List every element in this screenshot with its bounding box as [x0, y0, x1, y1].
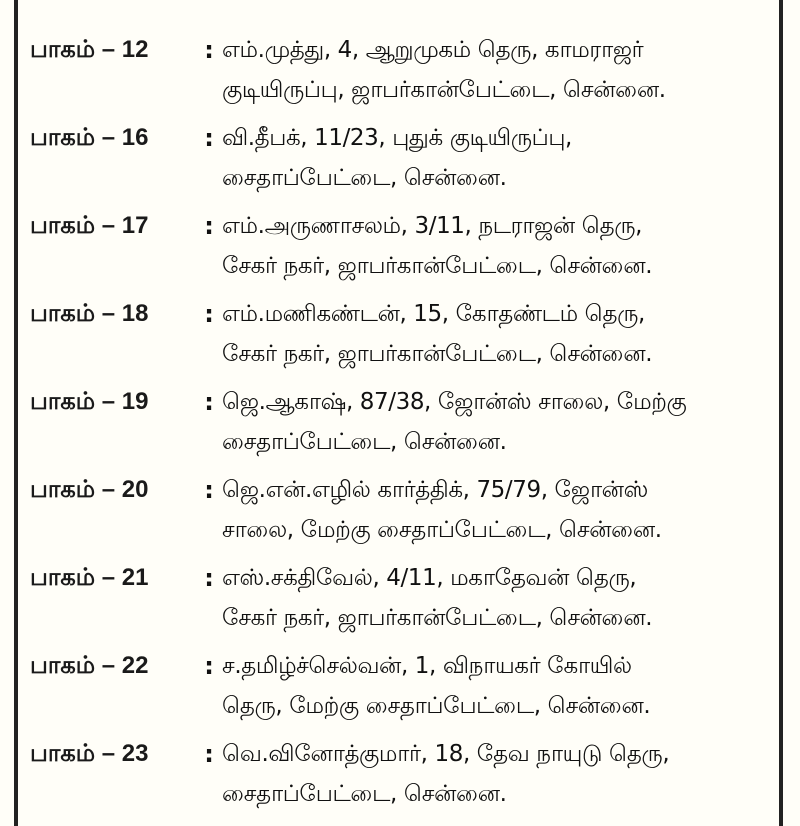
address-line: சேகர் நகர், ஜாபர்கான்பேட்டை, சென்னை.: [222, 341, 653, 367]
address-block: [222, 30, 770, 110]
ward-entry: [30, 734, 770, 814]
address-block: [222, 206, 770, 286]
address-line: ஜெ.என்.எழில் கார்த்திக், 75/79, ஜோன்ஸ்: [222, 477, 648, 503]
address-line: சேகர் நகர், ஜாபர்கான்பேட்டை, சென்னை.: [222, 605, 653, 631]
separator-colon: :: [204, 740, 214, 768]
right-border-rule: [779, 0, 783, 826]
address-line: சைதாப்பேட்டை, சென்னை.: [222, 165, 507, 191]
address-line: ஜெ.ஆகாஷ், 87/38, ஜோன்ஸ் சாலை, மேற்கு: [222, 389, 687, 415]
address-line: குடியிருப்பு, ஜாபர்கான்பேட்டை, சென்னை.: [222, 77, 666, 103]
address-block: [222, 470, 770, 550]
separator-colon: :: [204, 300, 214, 328]
separator-colon: :: [204, 36, 214, 64]
ward-entry-list: [30, 30, 770, 822]
ward-label: பாகம் – 20: [30, 476, 149, 503]
ward-label: பாகம் – 22: [30, 652, 149, 679]
left-border-rule: [14, 0, 18, 826]
address-line: எம்.முத்து, 4, ஆறுமுகம் தெரு, காமராஜர்: [222, 37, 644, 63]
address-line: சாலை, மேற்கு சைதாப்பேட்டை, சென்னை.: [222, 517, 662, 543]
address-block: [222, 118, 770, 198]
ward-label: பாகம் – 21: [30, 564, 149, 591]
address-line: சேகர் நகர், ஜாபர்கான்பேட்டை, சென்னை.: [222, 253, 653, 279]
address-line: எஸ்.சக்திவேல், 4/11, மகாதேவன் தெரு,: [222, 565, 637, 591]
separator-colon: :: [204, 652, 214, 680]
ward-label: பாகம் – 17: [30, 212, 149, 239]
address-line: வெ.வினோத்குமார், 18, தேவ நாயுடு தெரு,: [222, 741, 670, 767]
address-line: வி.தீபக், 11/23, புதுக் குடியிருப்பு,: [222, 125, 572, 151]
address-block: [222, 382, 770, 462]
ward-entry: [30, 382, 770, 462]
address-block: [222, 646, 770, 726]
address-line: சைதாப்பேட்டை, சென்னை.: [222, 781, 507, 807]
ward-entry: [30, 646, 770, 726]
ward-label: பாகம் – 23: [30, 740, 149, 767]
separator-colon: :: [204, 388, 214, 416]
ward-label: பாகம் – 16: [30, 124, 149, 151]
ward-entry: [30, 294, 770, 374]
ward-entry: [30, 118, 770, 198]
ward-entry: [30, 206, 770, 286]
ward-label: பாகம் – 18: [30, 300, 149, 327]
ward-entry: [30, 470, 770, 550]
address-line: எம்.மணிகண்டன், 15, கோதண்டம் தெரு,: [222, 301, 645, 327]
address-block: [222, 734, 770, 814]
ward-label: பாகம் – 19: [30, 388, 149, 415]
ward-entry: [30, 30, 770, 110]
separator-colon: :: [204, 124, 214, 152]
ward-entry: [30, 558, 770, 638]
address-line: தெரு, மேற்கு சைதாப்பேட்டை, சென்னை.: [222, 693, 651, 719]
address-block: [222, 558, 770, 638]
separator-colon: :: [204, 476, 214, 504]
address-line: ச.தமிழ்ச்செல்வன், 1, விநாயகர் கோயில்: [222, 653, 632, 679]
address-block: [222, 294, 770, 374]
address-line: எம்.அருணாசலம், 3/11, நடராஜன் தெரு,: [222, 213, 643, 239]
ward-label: பாகம் – 12: [30, 36, 149, 63]
separator-colon: :: [204, 564, 214, 592]
separator-colon: :: [204, 212, 214, 240]
address-line: சைதாப்பேட்டை, சென்னை.: [222, 429, 507, 455]
